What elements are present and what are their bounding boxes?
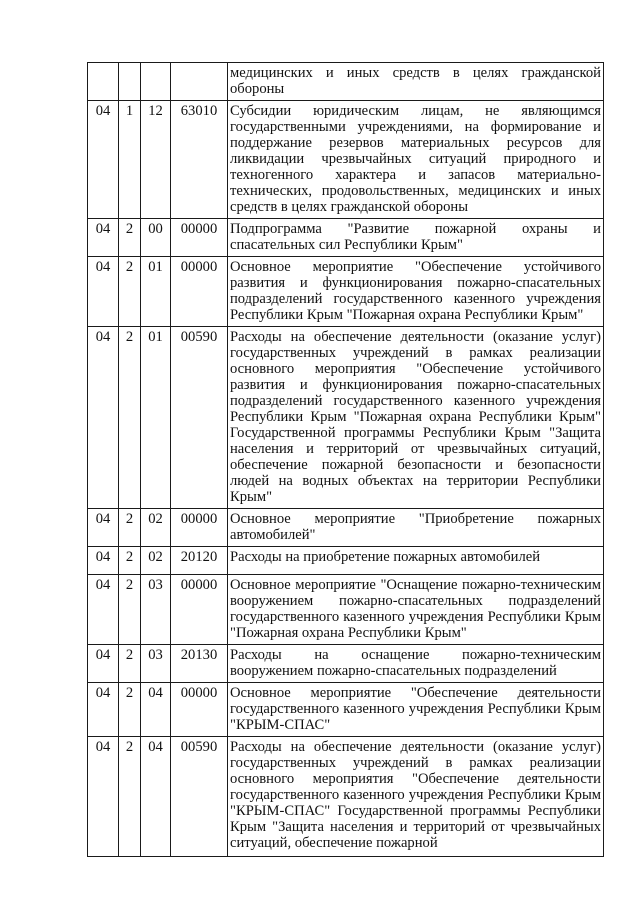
measure-code-cell: 12 — [141, 101, 171, 219]
table-row — [88, 257, 604, 327]
table-row — [88, 645, 604, 683]
table-row — [88, 101, 604, 219]
expense-code-cell: 00590 — [171, 327, 228, 509]
program-code-cell: 04 — [88, 509, 119, 547]
subprogram-code-cell: 2 — [119, 509, 141, 547]
expense-code-cell: 00000 — [171, 219, 228, 257]
subprogram-code-cell: 2 — [119, 257, 141, 327]
measure-code-cell: 04 — [141, 683, 171, 737]
description-cell: Расходы на обеспечение деятельности (оказание услуг) государственных учреждений в рамках реализации основного мероприятия "Обеспечение деятельности государственного казенного учреждения Республики Крым "КРЫМ-СПАС" Государственной программы Республики Крым "Защита населения и территорий от чрезвычайных ситуаций, обеспечение пожарной — [228, 737, 604, 857]
description-cell: Основное мероприятие "Обеспечение устойчивого развития и функционирования пожарно-спасательных подразделений государственного казенного учреждения Республики Крым "Пожарная охрана Республики Крым" — [228, 257, 604, 327]
subprogram-code-cell: 2 — [119, 683, 141, 737]
table-row — [88, 509, 604, 547]
program-code-cell: 04 — [88, 737, 119, 857]
expense-code-cell: 00000 — [171, 257, 228, 327]
description-cell: медицинских и иных средств в целях гражданской обороны — [228, 63, 604, 101]
expense-code-cell: 63010 — [171, 101, 228, 219]
table-row — [88, 737, 604, 857]
subprogram-code-cell: 2 — [119, 737, 141, 857]
measure-code-cell: 03 — [141, 645, 171, 683]
budget-classification-table — [87, 62, 604, 857]
program-code-cell: 04 — [88, 575, 119, 645]
program-code-cell: 04 — [88, 547, 119, 575]
description-cell: Основное мероприятие "Приобретение пожарных автомобилей" — [228, 509, 604, 547]
measure-code-cell: 01 — [141, 327, 171, 509]
description-cell: Субсидии юридическим лицам, не являющимся государственными учреждениями, на формирование и поддержание резервов материальных ресурсов для ликвидации чрезвычайных ситуаций природного и техногенного характера и запасов материально-технических, продовольственных, медицинских и иных средств в целях гражданской обороны — [228, 101, 604, 219]
program-code-cell: 04 — [88, 645, 119, 683]
program-code-cell: 04 — [88, 327, 119, 509]
measure-code-cell — [141, 63, 171, 101]
subprogram-code-cell: 2 — [119, 575, 141, 645]
table-body — [88, 63, 604, 857]
expense-code-cell: 20120 — [171, 547, 228, 575]
description-cell: Расходы на обеспечение деятельности (оказание услуг) государственных учреждений в рамках реализации основного мероприятия "Обеспечение устойчивого развития и функционирования пожарно-спасательных подразделений государственного казенного учреждения Республики Крым "Пожарная охрана Республики Крым" Государственной программы Республики Крым "Защита населения и территорий от чрезвычайных ситуаций, обеспечение пожарной безопасности и безопасности людей на водных объектах на территории Республики Крым" — [228, 327, 604, 509]
program-code-cell — [88, 63, 119, 101]
expense-code-cell: 00000 — [171, 575, 228, 645]
expense-code-cell: 00000 — [171, 509, 228, 547]
table-row — [88, 575, 604, 645]
program-code-cell: 04 — [88, 219, 119, 257]
measure-code-cell: 03 — [141, 575, 171, 645]
subprogram-code-cell: 2 — [119, 547, 141, 575]
description-cell: Расходы на приобретение пожарных автомобилей — [228, 547, 604, 575]
subprogram-code-cell: 2 — [119, 645, 141, 683]
description-cell: Расходы на оснащение пожарно-техническим вооружением пожарно-спасательных подразделений — [228, 645, 604, 683]
table-row — [88, 547, 604, 575]
measure-code-cell: 00 — [141, 219, 171, 257]
program-code-cell: 04 — [88, 683, 119, 737]
measure-code-cell: 04 — [141, 737, 171, 857]
table-row — [88, 63, 604, 101]
measure-code-cell: 01 — [141, 257, 171, 327]
subprogram-code-cell — [119, 63, 141, 101]
program-code-cell: 04 — [88, 101, 119, 219]
expense-code-cell — [171, 63, 228, 101]
subprogram-code-cell: 2 — [119, 219, 141, 257]
description-cell: Основное мероприятие "Оснащение пожарно-техническим вооружением пожарно-спасательных подразделений государственного казенного учреждения Республики Крым "Пожарная охрана Республики Крым" — [228, 575, 604, 645]
table-row — [88, 683, 604, 737]
expense-code-cell: 20130 — [171, 645, 228, 683]
description-cell: Подпрограмма "Развитие пожарной охраны и спасательных сил Республики Крым" — [228, 219, 604, 257]
description-cell: Основное мероприятие "Обеспечение деятельности государственного казенного учреждения Республики Крым "КРЫМ-СПАС" — [228, 683, 604, 737]
measure-code-cell: 02 — [141, 547, 171, 575]
expense-code-cell: 00590 — [171, 737, 228, 857]
program-code-cell: 04 — [88, 257, 119, 327]
expense-code-cell: 00000 — [171, 683, 228, 737]
table-row — [88, 327, 604, 509]
measure-code-cell: 02 — [141, 509, 171, 547]
subprogram-code-cell: 2 — [119, 327, 141, 509]
table-row — [88, 219, 604, 257]
subprogram-code-cell: 1 — [119, 101, 141, 219]
